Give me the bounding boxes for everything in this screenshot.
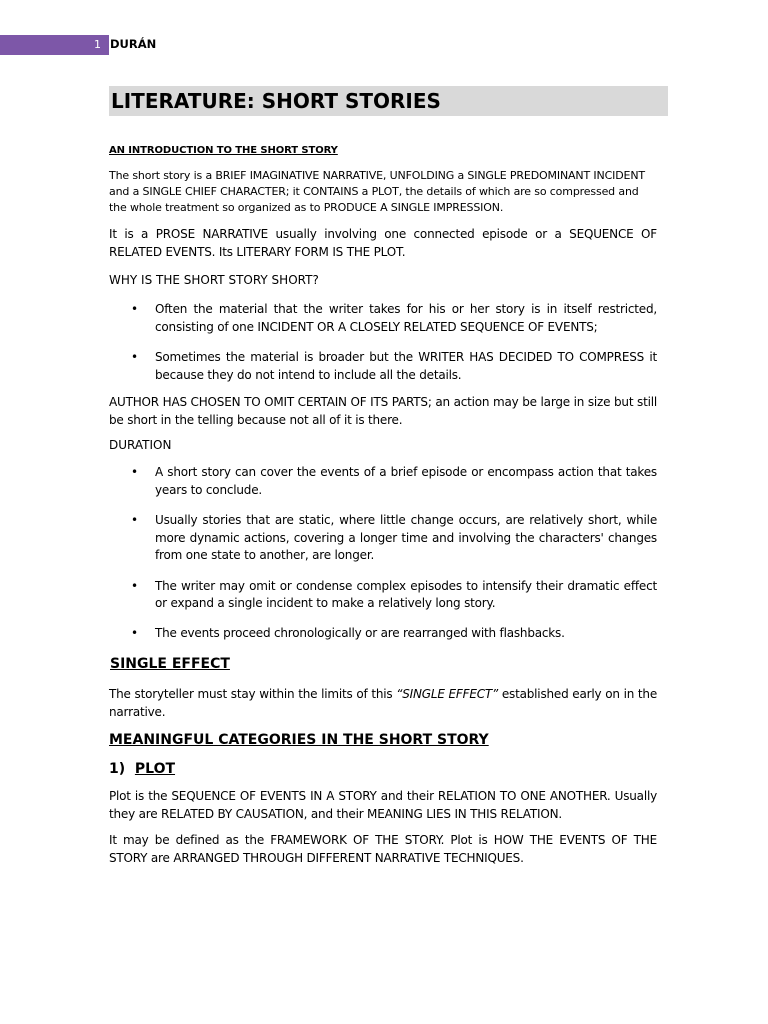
author-paragraph: AUTHOR HAS CHOSEN TO OMIT CERTAIN OF ITS PARTS; an action may be large in size but still be short in the telling because not all of it is there.: [109, 395, 657, 427]
plot-title: PLOT: [134, 761, 176, 777]
intro-paragraph: The short story is a BRIEF IMAGINATIVE NARRATIVE, UNFOLDING a SINGLE PREDOMINANT INCIDENT and a SINGLE CHIEF CHARACTER; it CONTAINS a PLOT, the details of which are so compressed and the whole treatment so organized as to PRODUCE A SINGLE IMPRESSION.: [109, 169, 645, 214]
bullet-icon: •: [131, 625, 138, 640]
single-effect-heading: SINGLE EFFECT: [110, 656, 230, 672]
why-heading: WHY IS THE SHORT STORY SHORT?: [109, 273, 319, 287]
categories-heading: MEANINGFUL CATEGORIES IN THE SHORT STORY: [109, 732, 489, 748]
document-title: LITERATURE: SHORT STORIES: [109, 86, 668, 116]
bullet-text: The writer may omit or condense complex episodes to intensify their dramatic effect or expand a single incident to make a relatively long story.: [155, 578, 657, 610]
page-number: 1: [94, 38, 101, 51]
bullet-text: Usually stories that are static, where little change occurs, are relatively short, while more dynamic actions, covering a longer time and involving the characters' changes from one state to another, are longer.: [155, 513, 657, 562]
single-effect-quote: “SINGLE EFFECT”: [396, 687, 499, 701]
list-item: [109, 349, 657, 384]
plot-paragraph-1: Plot is the SEQUENCE OF EVENTS IN A STORY and their RELATION TO ONE ANOTHER. Usually they are RELATED BY CAUSATION, and their MEANING LIES IN THIS RELATION.: [109, 789, 657, 821]
intro-heading: AN INTRODUCTION TO THE SHORT STORY: [109, 145, 338, 156]
plot-heading: [109, 761, 668, 777]
plot-number: 1): [109, 761, 126, 777]
header-accent-bar: [0, 35, 109, 55]
single-effect-text-after: established early on in the narrative.: [109, 687, 657, 719]
document-body: [109, 86, 668, 867]
bullet-text: The events proceed chronologically or are rearranged with flashbacks.: [155, 625, 565, 640]
single-effect-text-before: The storyteller must stay within the limits of this: [109, 687, 397, 701]
bullet-icon: •: [131, 302, 138, 316]
duration-bullet-list: [109, 464, 668, 642]
list-item: [109, 578, 657, 613]
list-item: [109, 512, 657, 565]
prose-paragraph: It is a PROSE NARRATIVE usually involving one connected episode or a SEQUENCE OF RELATED EVENTS. Its LITERARY FORM IS THE PLOT.: [109, 227, 657, 259]
bullet-text: A short story can cover the events of a brief episode or encompass action that takes years to conclude.: [155, 465, 657, 497]
bullet-icon: •: [131, 578, 138, 593]
list-item: [109, 301, 657, 336]
list-item: [109, 464, 657, 499]
bullet-text: Sometimes the material is broader but the WRITER HAS DECIDED TO COMPRESS it because they do not intend to include all the details.: [155, 350, 657, 382]
list-item: [109, 625, 657, 643]
bullet-icon: •: [131, 465, 138, 479]
bullet-icon: •: [131, 350, 138, 364]
duration-heading: DURATION: [109, 438, 172, 452]
plot-paragraph-2: It may be defined as the FRAMEWORK OF THE STORY. Plot is HOW THE EVENTS OF THE STORY are ARRANGED THROUGH DIFFERENT NARRATIVE TECHNIQUES.: [109, 833, 657, 865]
why-bullet-list: [109, 301, 668, 384]
single-effect-paragraph: [109, 686, 657, 721]
bullet-icon: •: [131, 513, 138, 527]
header-author: DURÁN: [110, 37, 157, 51]
bullet-text: Often the material that the writer takes for his or her story is in itself restricted, consisting of one INCIDENT OR A CLOSELY RELATED SEQUENCE OF EVENTS;: [155, 302, 657, 334]
